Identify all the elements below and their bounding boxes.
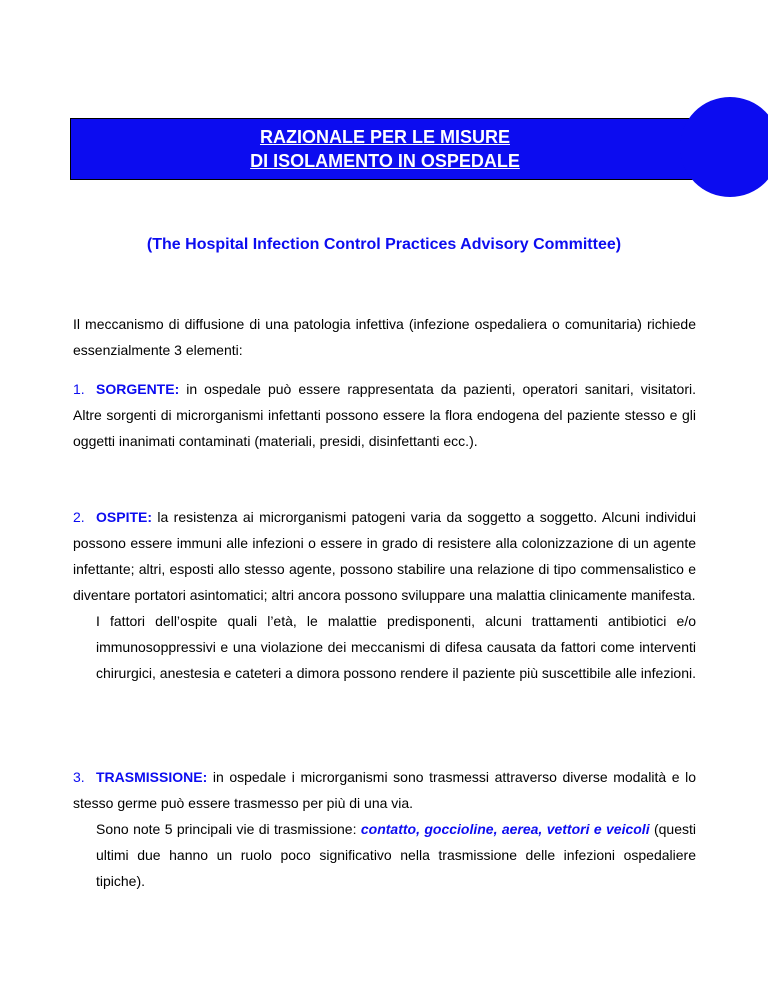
item-number: 3.: [73, 769, 85, 785]
item-text: in ospedale i microrganismi sono trasmessi attraverso diverse modalità e lo stesso germe può essere trasmesso per più di una via.: [73, 769, 696, 811]
transmission-routes: contatto, goccioline, aerea, vettori e veicoli: [360, 821, 650, 837]
item-number: 2.: [73, 509, 85, 525]
item-term: SORGENTE:: [96, 381, 180, 397]
list-item-sorgente: [73, 376, 696, 454]
item-term: OSPITE:: [96, 509, 153, 525]
subtitle: (The Hospital Infection Control Practices Advisory Committee): [146, 236, 622, 253]
page-title-line-1: RAZIONALE PER LE MISURE: [259, 127, 510, 147]
item-text: la resistenza ai microrganismi patogeni varia da soggetto a soggetto. Alcuni individui possono essere immuni alle infezioni o essere in grado di resistere alla colonizzazione di un agente infettante; altri, esposti allo stesso agente, possono stabilire una relazione di tipo commensalistico e diventare portatori asintomatici; altri ancora possono sviluppare una malattia clinicamente manifesta.: [73, 509, 696, 603]
item-number: 1.: [73, 381, 85, 397]
routes-intro: Sono note 5 principali vie di trasmissione:: [96, 821, 361, 837]
list-item-ospite: [73, 504, 696, 686]
routes-note: (questi ultimi due hanno un ruolo poco significativo nella trasmissione delle infezioni ospedaliere tipiche).: [96, 821, 696, 889]
list-item-trasmissione: [73, 764, 696, 894]
item-term: TRASMISSIONE:: [96, 769, 208, 785]
page-title: [70, 118, 700, 180]
intro-paragraph: Il meccanismo di diffusione di una patologia infettiva (infezione ospedaliera o comunitaria) richiede essenzialmente 3 elementi:: [73, 316, 696, 358]
page-title-line-2: DI ISOLAMENTO IN OSPEDALE: [250, 151, 520, 171]
item-text-2: [96, 816, 696, 894]
item-text-2: I fattori dell’ospite quali l’età, le malattie predisponenti, alcuni trattamenti antibiotici e/o immunosoppressivi e una violazione dei meccanismi di difesa causata da fattori come interventi chirurgici, anestesia e cateteri a dimora possono rendere il paziente più suscettibile alle infezioni.: [96, 613, 696, 681]
item-text: in ospedale può essere rappresentata da pazienti, operatori sanitari, visitatori. Altre sorgenti di microrganismi infettanti possono essere la flora endogena del paziente stesso e gli oggetti inanimati contaminati (materiali, presidi, disinfettanti ecc.).: [73, 381, 696, 449]
